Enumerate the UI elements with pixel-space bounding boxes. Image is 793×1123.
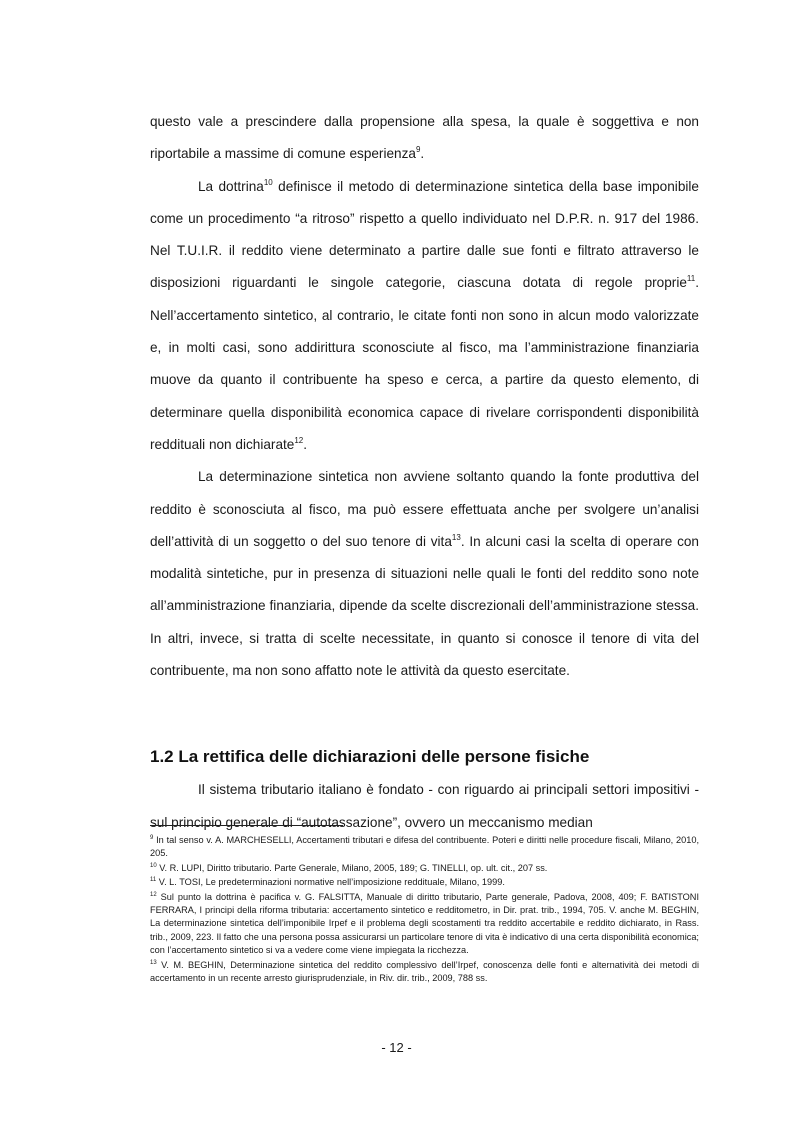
footnote-ref-13[interactable]: 13 <box>451 532 461 542</box>
footnote-12: $^{12}$ Sul punto la dottrina è pacifica v. G. FALSITTA, Manuale di diritto tributario, Parte generale, Padova, 2008, 409; F. BATISTONI FERRARA, I principi della riforma tributaria: accertamento sintetico e redditometro, in Dir. prat. trib., 1994, 705. V. anche M. BEGHIN, La determinazione sintetica dell’imponibile Irpef e il problema degli scostamenti tra reddito accertabile e reddito dichiarato, in Rass. trib., 2009, 223. Il fatto che una persona possa assicurarsi un particolare tenore di vita è indicativo di una certa disponibilità economica; con l’accertamento sintetico si va a vedere come viene impiegata la ricchezza. <box>150 891 699 956</box>
page-body <box>150 106 699 839</box>
footnote-ref-10[interactable]: 10 <box>263 177 273 187</box>
paragraph-3: La determinazione sintetica non avviene soltanto quando la fonte produttiva del reddito è sconosciuta al fisco, ma può essere effettuata anche per svolgere un’analisi dell’attività di un soggetto o del suo tenore di vita$^{13}$. In alcuni casi la scelta di operare con modalità sintetiche, pur in presenza di situazioni nelle quali le fonti del reddito sono note all’amministrazione finanziaria, dipende da scelte discrezionali dell’amministrazione stessa. In altri, invece, si tratta di scelte necessitate, in quanto si conosce il tenore di vita del contribuente, ma non sono affatto note le attività da questo esercitate. <box>150 469 699 679</box>
paragraph-2: La dottrina$^{10}$ definisce il metodo di determinazione sintetica della base imponibile come un procedimento “a ritroso” rispetto a quello individuato nel D.P.R. n. 917 del 1986. Nel T.U.I.R. il reddito viene determinato a partire dalle sue fonti e filtrato attraverso le disposizioni riguardanti le singole categorie, ciascuna dotata di regole proprie$^{11}$. Nell’accertamento sintetico, al contrario, le citate fonti non sono in alcun modo valorizzate e, in molti casi, sono addirittura sconosciute al fisco, ma l’amministrazione finanziaria muove da quanto il contribuente ha speso e cerca, a partire da questo elemento, di determinare quella disponibilità economica capace di rivelare corrispondenti disponibilità reddituali non dichiarate$^{12}$. <box>150 177 699 452</box>
footnote-ref-9[interactable]: 9 <box>415 145 421 155</box>
footnote-ref-11[interactable]: 11 <box>686 274 696 284</box>
paragraph-1: questo vale a prescindere dalla propensione alla spesa, la quale è soggettiva e non riportabile a massime di comune esperienza$^9$. <box>150 114 699 162</box>
paragraph-4: Il sistema tributario italiano è fondato - con riguardo ai principali settori impositivi - sul principio generale di “autotassazione”, ovvero un meccanismo median <box>150 782 699 830</box>
footnote-10: $^{10}$ V. R. LUPI, Diritto tributario. Parte Generale, Milano, 2005, 189; G. TINELLI, op. ult. cit., 207 ss. <box>150 862 548 873</box>
section-heading: 1.2 La rettifica delle dichiarazioni delle persone fisiche <box>150 747 590 767</box>
page-number: - 12 - <box>381 1040 412 1055</box>
footnote-divider <box>150 825 343 826</box>
footnote-11: $^{11}$ V. L. TOSI, Le predeterminazioni normative nell’imposizione reddituale, Milano, 1999. <box>150 877 505 888</box>
footnotes <box>150 834 699 986</box>
main-text <box>150 106 699 687</box>
footnote-13: $^{13}$ V. M. BEGHIN, Determinazione sintetica del reddito complessivo dell’Irpef, conoscenza delle fonti e alternatività dei metodi di accertamento in un recente arresto giurisprudenziale, in Riv. dir. trib., 2009, 788 ss. <box>150 959 699 984</box>
section-text <box>150 774 699 839</box>
footnote-ref-12[interactable]: 12 <box>294 435 304 445</box>
footnote-9: $^9$ In tal senso v. A. MARCHESELLI, Accertamenti tributari e difesa del contribuente. Poteri e diritti nelle procedure fiscali, Milano, 2010, 205. <box>150 835 699 859</box>
